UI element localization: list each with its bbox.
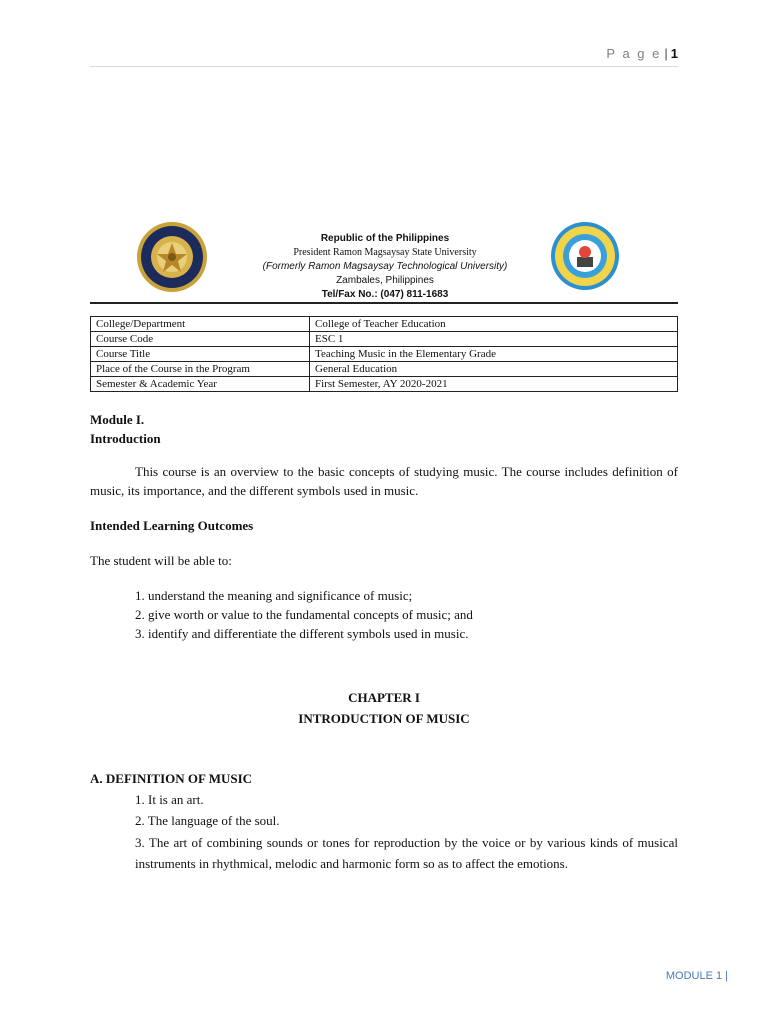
page-label: P a g e — [606, 46, 662, 61]
module-intro: This course is an overview to the basic concepts of studying music. The course includes definition of music, its importance, and the different symbols used in music. — [90, 464, 678, 498]
table-value: Teaching Music in the Elementary Grade — [310, 347, 678, 362]
footer-label: MODULE 1 — [665, 970, 723, 982]
page-separator: | — [664, 46, 668, 61]
table-key: College/Department — [91, 317, 310, 332]
university-info — [230, 232, 540, 302]
location: Zambales, Philippines — [336, 275, 434, 286]
ilo-list — [135, 586, 678, 643]
former-name: (Formerly Ramon Magsaysay Technological University) — [262, 261, 508, 272]
module-content — [90, 410, 678, 874]
table-value: College of Teacher Education — [310, 317, 678, 332]
university-seal-icon — [136, 221, 208, 293]
university-name: President Ramon Magsaysay State University — [293, 247, 477, 258]
page-number-value: 1 — [670, 46, 678, 61]
table-value: ESC 1 — [310, 332, 678, 347]
republic-line: Republic of the Philippines — [320, 233, 450, 244]
table-key: Place of the Course in the Program — [91, 362, 310, 377]
tel-fax: Tel/Fax No.: (047) 811-1683 — [321, 289, 449, 300]
page-footer — [666, 970, 728, 982]
list-item: 3. The art of combining sounds or tones for reproduction by the voice or by various kinds of musical instruments in rhythmical, melodic and harmonic form so as to affect the emotions. — [135, 835, 678, 871]
ilo-lead: The student will be able to: — [90, 553, 232, 568]
table-key: Semester & Academic Year — [91, 377, 310, 392]
list-item: 1. It is an art. — [135, 792, 204, 807]
module-title: Module I. — [90, 412, 145, 427]
list-item: 1. understand the meaning and significance of music; — [135, 588, 413, 603]
table-row — [91, 347, 678, 362]
list-item: 2. give worth or value to the fundamental concepts of music; and — [135, 607, 473, 622]
chapter-title: INTRODUCTION OF MUSIC — [298, 711, 470, 726]
chapter-number: CHAPTER I — [348, 690, 420, 705]
table-row — [91, 332, 678, 347]
letterhead — [90, 218, 678, 304]
page-number — [606, 46, 678, 61]
table-row — [91, 317, 678, 332]
table-row — [91, 377, 678, 392]
table-value: General Education — [310, 362, 678, 377]
course-info-table — [90, 316, 678, 392]
module-subtitle: Introduction — [90, 431, 161, 446]
list-item: 3. identify and differentiate the different symbols used in music. — [135, 626, 469, 641]
footer-separator: | — [725, 970, 728, 982]
section-heading: A. DEFINITION OF MUSIC — [90, 771, 253, 786]
table-key: Course Title — [91, 347, 310, 362]
table-row — [91, 362, 678, 377]
list-item: 2. The language of the soul. — [135, 813, 280, 828]
table-value: First Semester, AY 2020-2021 — [310, 377, 678, 392]
ilo-heading: Intended Learning Outcomes — [90, 518, 254, 533]
page-header — [90, 46, 678, 67]
definition-list — [135, 790, 678, 874]
college-of-teacher-education-seal-icon — [550, 221, 620, 291]
table-key: Course Code — [91, 332, 310, 347]
